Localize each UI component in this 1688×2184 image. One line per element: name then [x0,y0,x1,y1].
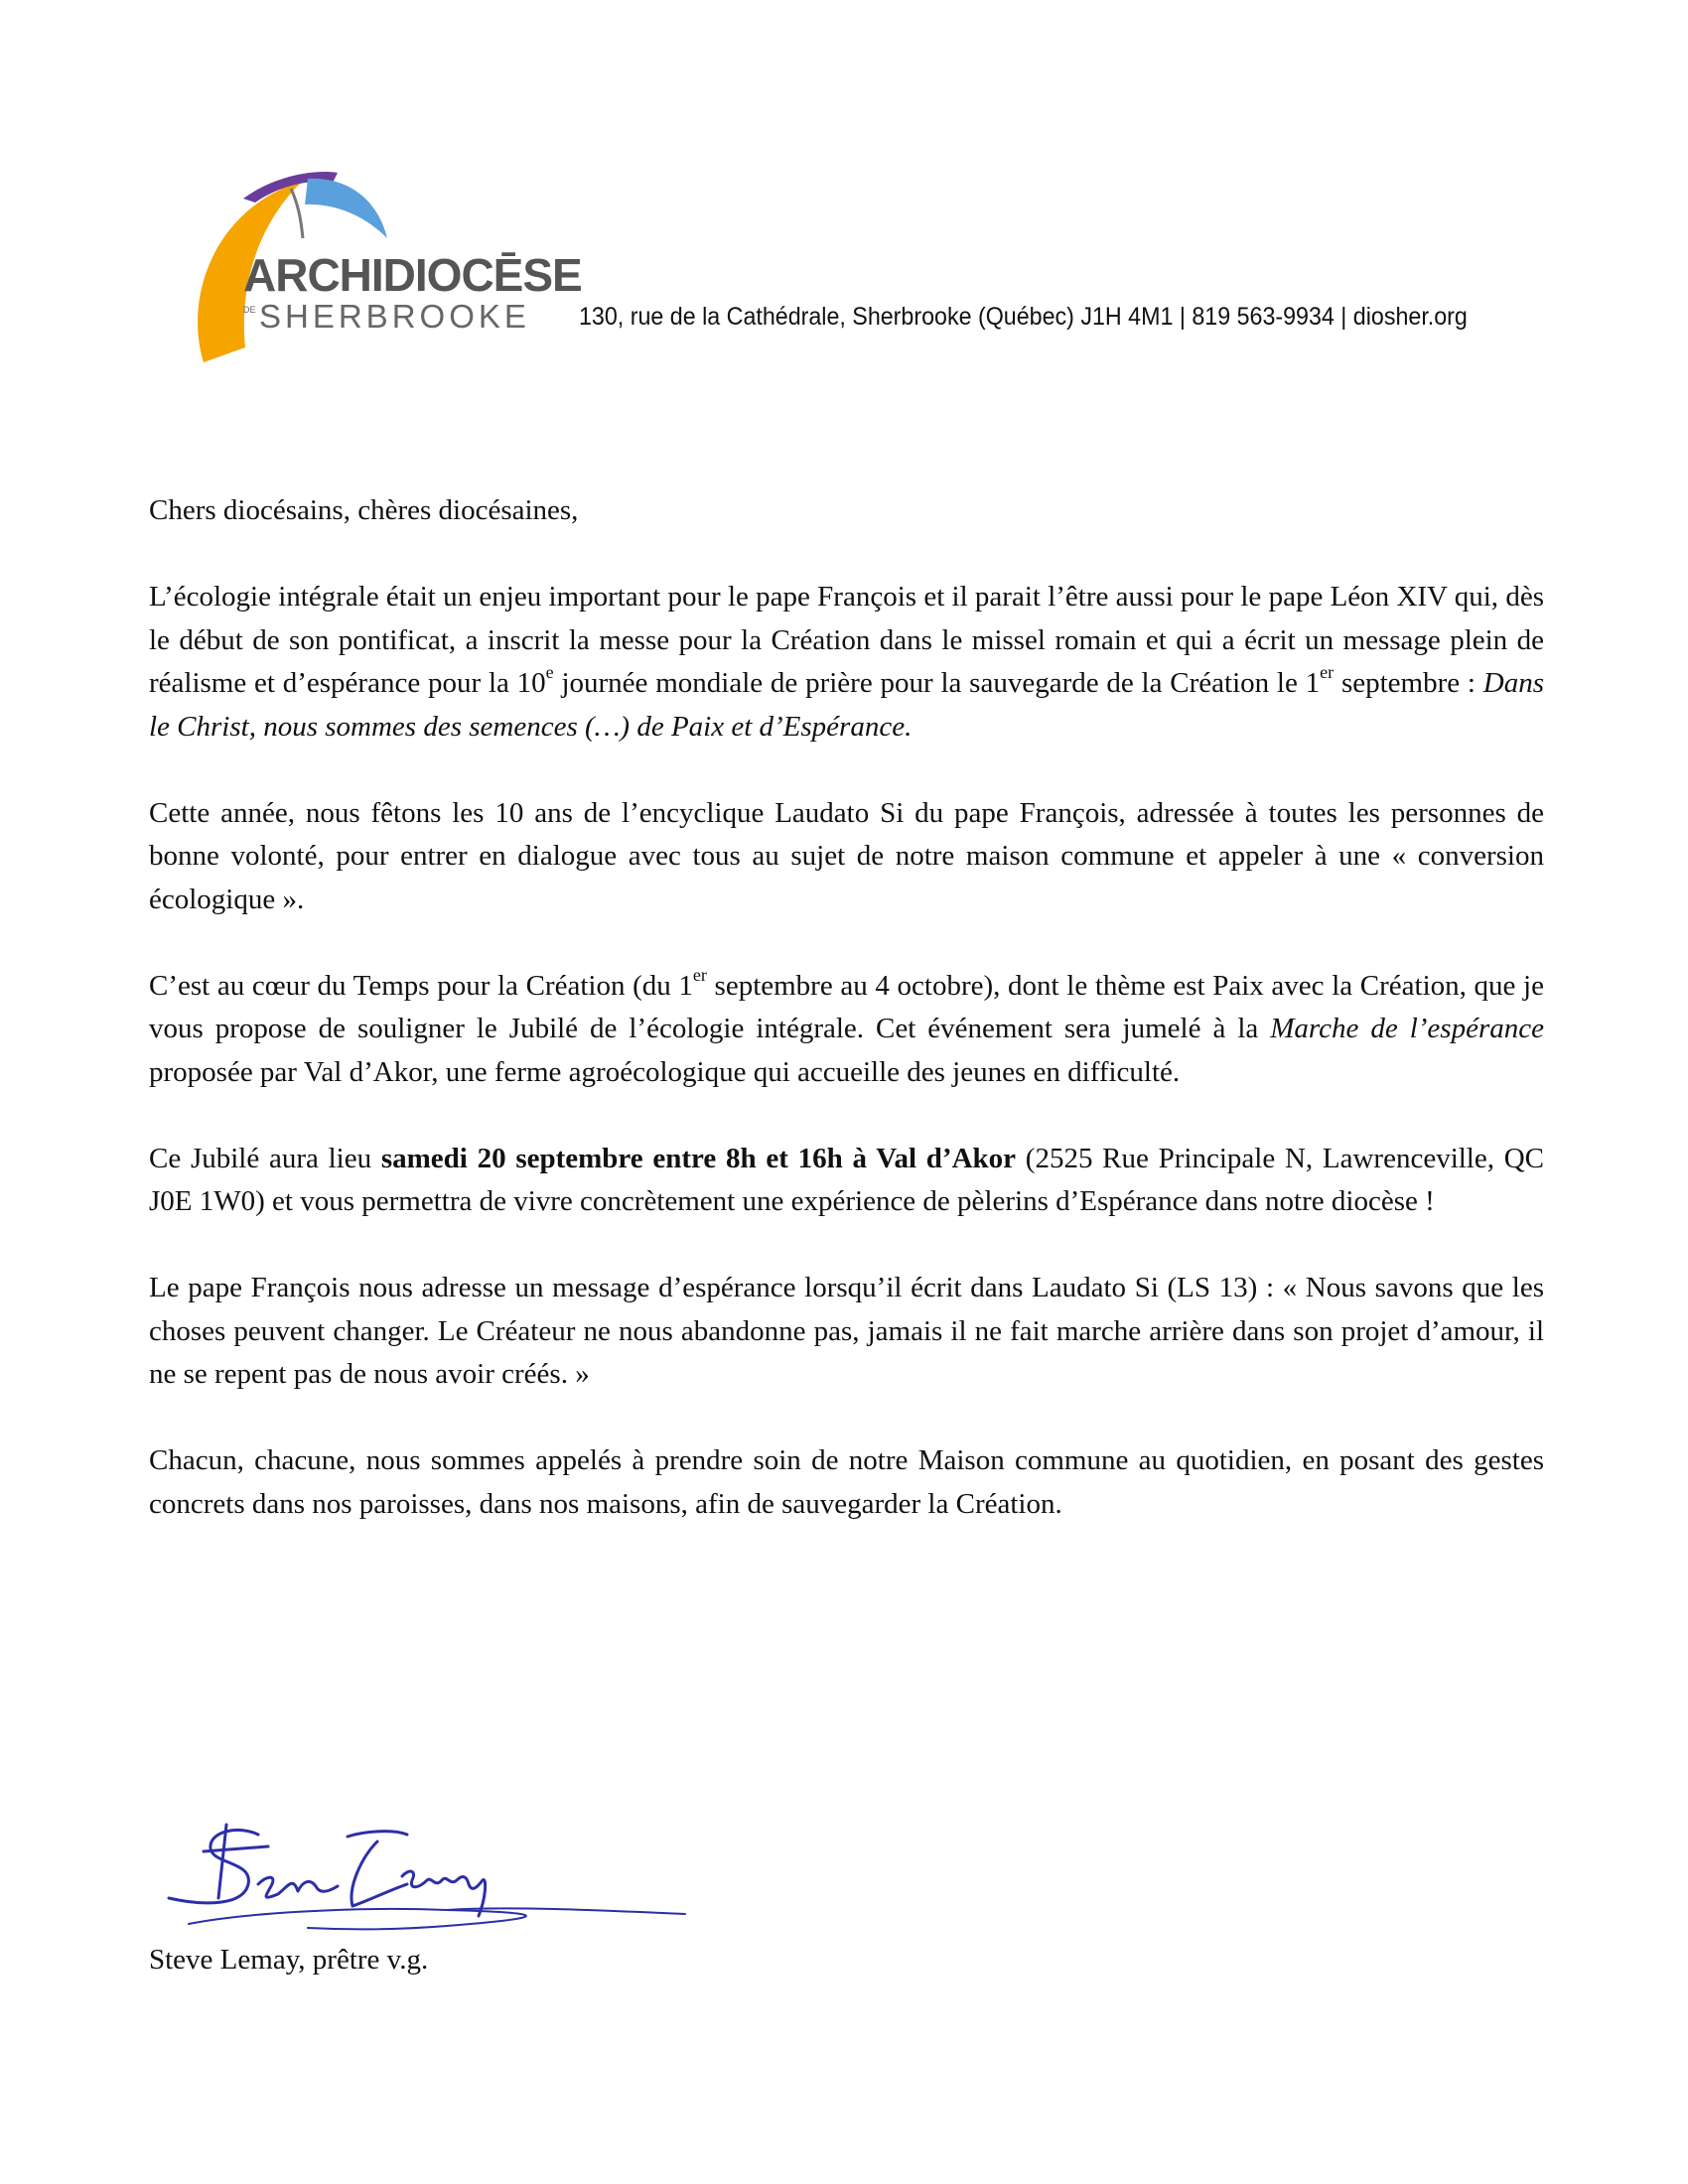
logo-wordmark-de: DE [243,305,256,315]
p3-italic-event: Marche de l’espérance [1270,1013,1544,1044]
logo-wordmark-top: ARCHIDIOCĒSE [243,249,582,301]
paragraph-2: Cette année, nous fêtons les 10 ans de l’encyclique Laudato Si du pape François, adressée à toutes les personnes de bonne volonté, pour entrer en dialogue avec tous au sujet de notre maison commune et appeler à une « conversion écologique ». [149,796,1544,915]
archdiocese-logo [184,169,582,367]
paragraph-1 [149,576,1544,749]
p1-sup-er: er [1320,662,1335,683]
p1-text-a: L’écologie intégrale était un enjeu important pour le pape François et il parait l’être aussi pour le pape Léon XIV qui, dès le début de son pontificat, a inscrit la messe pour la Création dans le missel romain et qui a écrit un message plein de réalisme et d’espérance pour la 10 [149,581,1544,699]
letter-greeting: Chers diocésains, chères diocésaines, [149,494,579,526]
p1-italic-quote: Dans le Christ, nous sommes des semences (…) de Paix et d’Espérance. [149,667,1545,743]
signatory-name: Steve Lemay, prêtre v.g. [149,1944,429,1976]
p1-sup-e: e [545,662,554,683]
p3-text-c: proposée par Val d’Akor, une ferme agroécologique qui accueille des jeunes en difficulté. [149,1055,1181,1088]
p1-text-c: septembre : [1334,667,1483,699]
p4-text-b: (2525 Rue Principale N, Lawrenceville, QC J0E 1W0) et vous permettra de vivre concrètement une expérience de pèlerins d’Espérance dans notre diocèse ! [149,1142,1545,1217]
p4-text-a: Ce Jubilé aura lieu [149,1142,381,1174]
p3-text-a: C’est au cœur du Temps pour la Création (du 1 [149,969,693,1002]
p3-sup-er: er [692,964,707,985]
p3-text-b: septembre au 4 octobre), dont le thème est Paix avec la Création, que je vous propose de souligner le Jubilé de l’écologie intégrale. Cet événement sera jumelé à la [149,969,1544,1044]
handwritten-signature-icon [149,1807,705,1936]
p1-text-b: journée mondiale de prière pour la sauvegarde de la Création le 1 [553,667,1321,699]
header-address: 130, rue de la Cathédrale, Sherbrooke (Québec) J1H 4M1 | 819 563-9934 | diosher.org [579,303,1468,331]
letter-body [149,489,1544,1570]
paragraph-3 [149,965,1544,1095]
paragraph-5: Le pape François nous adresse un message d’espérance lorsqu’il écrit dans Laudato Si (LS 13) : « Nous savons que les choses peuvent changer. Le Créateur ne nous abandonne pas, jamais il ne fait marche arrière dans son projet d’amour, il ne se repent pas de nous avoir créés. » [149,1272,1544,1390]
p4-bold-date: samedi 20 septembre entre 8h et 16h à Val d’Akor [380,1142,1017,1174]
paragraph-4 [149,1138,1544,1224]
paragraph-6: Chacun, chacune, nous sommes appelés à prendre soin de notre Maison commune au quotidien, en posant des gestes concrets dans nos paroisses, dans nos maisons, afin de sauvegarder la Création. [149,1444,1544,1520]
logo-wordmark-bottom: SHERBROOKE [259,298,530,335]
